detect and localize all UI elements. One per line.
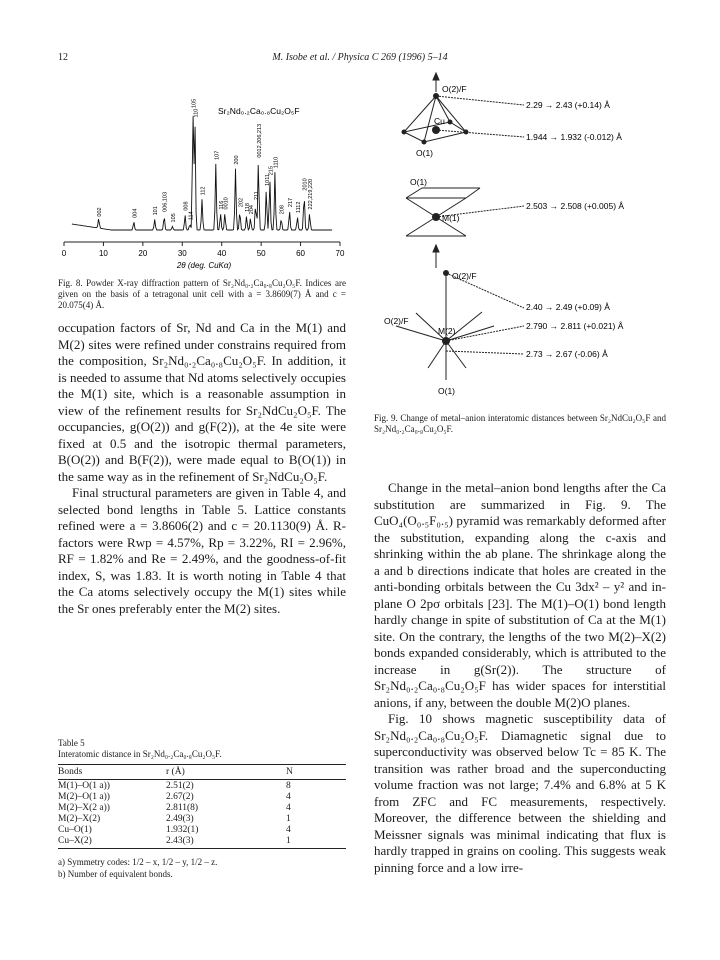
header-r: r (Å) [166, 767, 185, 777]
peak-index-label: 1011 [264, 174, 271, 186]
count-cell: 4 [286, 802, 291, 813]
m2-atom [442, 337, 450, 345]
xrd-figure [58, 72, 346, 272]
bond-cell: M(2)–X(2 a)) [58, 802, 110, 813]
o1-atom [422, 140, 427, 145]
distance-cell: 2.51(2) [166, 780, 194, 791]
distance-cell: 2.67(2) [166, 791, 194, 802]
peak-index-label: 2010 [302, 178, 309, 191]
peak-index-label: 006,103 [162, 191, 169, 212]
count-cell: 1 [286, 835, 291, 846]
label-o1-a: O(1) [416, 148, 433, 158]
peak-index-label: 008 [183, 201, 190, 211]
peak-index-label: 116 [219, 200, 226, 210]
distance-m2-o2f-b: 2.790 → 2.811 (+0.021) Å [526, 321, 624, 331]
count-cell: 8 [286, 780, 291, 791]
page-number: 12 [58, 52, 68, 63]
label-m2: M(2) [438, 326, 456, 336]
peak-index-label: 0012,206,213 [256, 123, 263, 158]
peak-index-label: 215 [268, 166, 275, 176]
cu-atom [432, 126, 440, 134]
fig8-caption: Fig. 8. Powder X-ray diffraction pattern of Sr₂Nd₀.₂Ca₀.₈Cu₂O₅F. Indices are given on the basis of a tetragonal unit cell with a = 3.8609(7) Å and c = 20.075(4) Å. [58, 278, 346, 310]
bond-cell: M(2)–O(1 a)) [58, 791, 110, 802]
label-cu: Cu [434, 116, 445, 126]
peak-index-label: 0010 [223, 197, 230, 210]
peak-index-label: 105 [191, 98, 198, 108]
table-row [58, 802, 346, 813]
xrd-xlabel: 2θ (deg. CuKα) [176, 261, 232, 270]
peak-index-label: 101 [153, 206, 160, 216]
leader-line [446, 351, 524, 354]
table-header-row [58, 765, 346, 780]
peak-index-label: 112 [200, 186, 207, 196]
label-o1-c: O(1) [438, 386, 455, 396]
peak-index-label: 222,219,220 [308, 178, 315, 210]
table-row [58, 824, 346, 835]
fig9-caption: Fig. 9. Change of metal–anion interatomic distances between Sr₂NdCu₂O₅F and Sr₂Nd₀.₂Ca₀.₈Cu₂O₅F. [374, 413, 666, 434]
peak-index-label: 208 [279, 205, 286, 215]
coordination-diagram [384, 68, 666, 408]
count-cell: 1 [286, 813, 291, 824]
x-tick-label: 70 [335, 249, 345, 258]
x-tick-label: 20 [138, 249, 148, 258]
distance-cell: 2.43(3) [166, 835, 194, 846]
peak-index-label: 114 [188, 211, 195, 221]
distance-m1-o1: 2.503 → 2.508 (+0.005) Å [526, 201, 625, 211]
bond-cell: M(1)–O(1 a)) [58, 780, 110, 791]
header-bonds: Bonds [58, 767, 83, 777]
peak-index-label: 200 [234, 155, 241, 165]
arrow-head-1 [433, 73, 439, 80]
distance-m2-o1: 2.73 → 2.67 (-0.06) Å [526, 349, 608, 359]
left-paragraph-1: occupation factors of Sr, Nd and Ca in the M(1) and M(2) sites were refined under constrains required from the composition, Sr₂Nd₀.₂Ca₀.₈Cu₂O₅F. In addition, it is needed to assume that Nd atoms selectively occupies the M(1) site, which is a reasonable assumption in view of the refinement results for Sr₂NdCu₂O₅F. The occupancies, g(O(2)) and g(F(2)), at the 4e site were fixed at 0.5 and the isotropic thermal parameters, B(O(2)) and B(F(2)), were made equal to B(O(1)) in the same way as in the refinement of Sr₂NdCu₂O₅F. [58, 320, 346, 484]
peak-index-label: 107 [214, 150, 221, 160]
table5-label: Table 5 [58, 738, 85, 748]
table5-title: Interatomic distance in Sr₂Nd₀.₂Ca₀.₈Cu₂O₅F. [58, 749, 222, 759]
bond-cell: M(2)–X(2) [58, 813, 101, 824]
m1-atom [432, 213, 440, 221]
cube-edge [466, 188, 480, 198]
x-tick-label: 0 [61, 249, 67, 258]
pyramid-edge [436, 96, 466, 132]
peak-index-label: 202 [238, 197, 245, 208]
leader-line [436, 96, 524, 105]
table-row [58, 791, 346, 802]
table-row [58, 835, 346, 848]
distance-cell: 2.811(8) [166, 802, 199, 813]
distance-cu-o1: 1.944 → 1.932 (-0.012) Å [526, 132, 622, 142]
distance-m2-o2f-a: 2.40 → 2.49 (+0.09) Å [526, 302, 610, 312]
o2f-atom [443, 270, 449, 276]
x-tick-label: 50 [256, 249, 266, 258]
bond-cell: Cu–O(1) [58, 824, 92, 835]
peak-index-label: 118 [245, 203, 252, 212]
m2-bond [446, 341, 466, 368]
xrd-chart [58, 72, 346, 272]
peak-index-label: 1110 [273, 156, 280, 169]
o2f-atom [433, 93, 439, 99]
right-paragraph-1: Change in the metal–anion bond lengths after the Ca substitution are summarized in Fig. 9. The CuO₄(O₀.₅F₀.₅) pyramid was remarkably deformed after the substitution, expanding along the c-axis and shrinking within the ab plane. The shrinkage along the a and b directions indicate that holes are created in the anti-bonding orbitals between the Cu 3dx² – y² and in-plane O 2pσ orbitals [23]. The M(1)–O(1) bond length hardly change in spite of substitution of Ca at the M(1) site. On the contrary, the lengths of the two M(2)–X(2) bonds expanded considerably, which is attributed to the increase in g(Sr(2)). The structure of Sr₂Nd₀.₂Ca₀.₈Cu₂O₅F has wider spaces for interstitial anions, if any, between the double M(2)O planes. [374, 480, 666, 710]
label-o1-b: O(1) [410, 177, 427, 187]
arrow-head-2 [433, 245, 439, 252]
peak-index-label: 217 [288, 197, 295, 208]
peak-index-label: 002 [97, 207, 104, 217]
count-cell: 4 [286, 791, 291, 802]
xrd-compound-label: Sr₂Nd₀.₂Ca₀.₈Cu₂O₅F [218, 106, 300, 116]
x-tick-label: 10 [98, 249, 108, 258]
left-column-text [58, 320, 346, 617]
o1-atom [464, 130, 469, 135]
fig9-diagram [384, 68, 666, 408]
o1-atom [448, 120, 453, 125]
x-tick-label: 40 [217, 249, 227, 258]
right-column-text [374, 480, 666, 876]
table-row [58, 813, 346, 824]
running-title: M. Isobe et al. / Physica C 269 (1996) 5–14 [272, 52, 448, 63]
footnote-a: a) Symmetry codes: 1/2 – x, 1/2 – y, 1/2 – z. [58, 856, 218, 867]
bond-table [58, 764, 346, 856]
left-paragraph-2: Final structural parameters are given in Table 4, and selected bond lengths in Table 5. Lattice constants refined were a = 3.8606(2) and c = 20.1130(9) Å. R-factors were Rwp = 4.57%, Rp = 3.22%, RI = 2.96%, RF = 1.82% and Re = 2.49%, and the goodness-of-fit index, S, was 1.83. It is worth noting in Table 4 that the Ca atoms selectively occupy the M(1) sites while the Sr ones preferably enter the M(2) sites. [58, 485, 346, 616]
peak-index-label: 105 [170, 213, 177, 223]
peak-index-label: 1112 [295, 201, 302, 214]
x-tick-label: 30 [177, 249, 187, 258]
peak-index-label: 110 [193, 108, 200, 118]
count-cell: 4 [286, 824, 291, 835]
label-m1: M(1) [442, 213, 460, 223]
label-o2f-mid: O(2)/F [452, 271, 477, 281]
header-n: N [286, 767, 293, 777]
label-o2f-top: O(2)/F [442, 84, 467, 94]
m2-bond [428, 341, 446, 368]
footnote-b: b) Number of equivalent bonds. [58, 868, 173, 879]
peak-index-label: 004 [132, 208, 139, 218]
label-o2f-left: O(2)/F [384, 316, 409, 326]
right-paragraph-2: Fig. 10 shows magnetic susceptibility data of Sr₂Nd₀.₂Ca₀.₈Cu₂O₅F. Diamagnetic signal due to superconductivity was observed below Tc = 85 K. The transition was rather broad and the superconducting volume fraction was not large; 7.4% and 6.8% at 5 K from ZFC and FC measurements, respectively. Moreover, the difference between the shielding and Meissner signals was minimal indicating that flux is hardly trapped in grains on cooling. This suggests weak pinning force and a low irre- [374, 711, 666, 875]
distance-cell: 2.49(3) [166, 813, 194, 824]
x-tick-label: 60 [296, 249, 306, 258]
xrd-trace [72, 116, 332, 230]
table-row [58, 780, 346, 792]
distance-cell: 1.932(1) [166, 824, 199, 835]
o1-atom [402, 130, 407, 135]
bond-cell: Cu–X(2) [58, 835, 92, 846]
table5 [58, 738, 346, 880]
cube-edge [406, 188, 422, 198]
distance-cu-o2f: 2.29 → 2.43 (+0.14) Å [526, 100, 610, 110]
peak-index-label: 204 [248, 205, 255, 215]
leader-line [446, 326, 524, 341]
peak-index-label: 211 [254, 191, 261, 201]
